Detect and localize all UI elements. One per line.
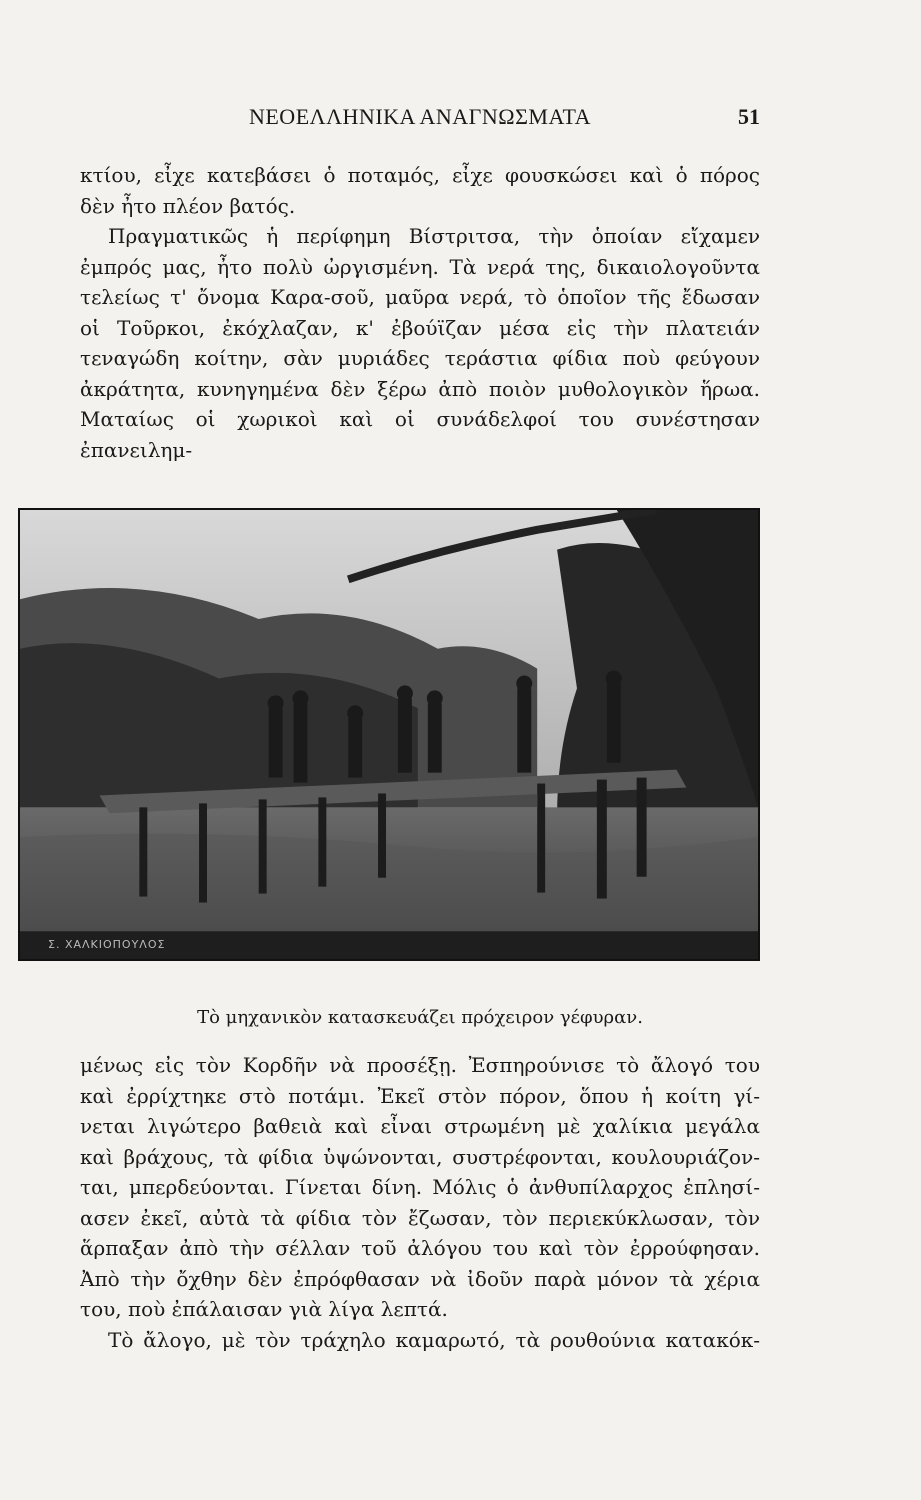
text-line: νεται λιγώτερο βαθειὰ καὶ εἶναι στρωμένη μὲ χαλίκια μεγάλα	[80, 1114, 760, 1138]
text-line: ἅρπαξαν ἀπὸ τὴν σέλλαν τοῦ ἀλόγου του καὶ τὸν ἐρρούφησαν.	[80, 1236, 760, 1260]
text-line: δὲν ἦτο πλέον βατός.	[80, 193, 296, 218]
text-line: Τὸ ἄλογο, μὲ τὸν τράχηλο καμαρωτό, τὰ ρουθούνια κατακόκ-	[108, 1327, 760, 1352]
text-line: ἐμπρός μας, ἦτο πολὺ ὠργισμένη. Τὰ νερά της, δικαιολογοῦντα	[80, 254, 760, 279]
top-paragraphs	[80, 160, 760, 465]
text-line: μένως εἰς τὸν Κορδῆν νὰ προσέξῃ. Ἐσπηρούνισε τὸ ἄλογό του	[80, 1053, 760, 1077]
text-line: ται, μπερδεύονται. Γίνεται δίνη. Μόλις ὁ ἀνθυπίλαρχος ἐπλησί-	[80, 1175, 760, 1199]
text-line: τελείως τ' ὄνομα Καρα-σοῦ, μαῦρα νερά, τὸ ὁποῖον τῆς ἔδωσαν	[80, 285, 760, 309]
photo-illustration	[20, 510, 758, 959]
running-title: ΝΕΟΕΛΛΗΝΙΚΑ ΑΝΑΓΝΩΣΜΑΤΑ	[248, 104, 592, 129]
bridge-photograph	[18, 508, 760, 961]
text-line: Ἀπὸ τὴν ὄχθην δὲν ἐπρόφθασαν νὰ ἰδοῦν παρὰ μόνον τὰ χέρια	[80, 1266, 760, 1291]
figure-caption: Τὸ μηχανικὸν κατασκευάζει πρόχειρον γέφυραν.	[197, 1007, 643, 1028]
bottom-paragraphs	[80, 1050, 760, 1355]
text-line: κτίου, εἶχε κατεβάσει ὁ ποταμός, εἶχε φουσκώσει καὶ ὁ πόρος	[80, 163, 760, 187]
photographer-signature: Σ. ΧΑΛΚΙΟΠΟΥΛΟΣ	[48, 938, 166, 951]
text-line: οἱ Τοῦρκοι, ἐκόχλαζαν, κ' ἐβούϊζαν μέσα εἰς τὴν πλατειάν τεναγώδη κοίτην, σὰν μυριάδες τεράστια φίδια ποὺ φεύγουν ἀκράτητα, κυνηγημένα δὲν ξέρω ἀπὸ ποιὸν μυθολογικὸν ἥρωα. Ματαίως οἱ χωρικοὶ καὶ οἱ συνάδελφοί του συνέστησαν ἐπανειλημ-	[80, 315, 760, 462]
text-line: Πραγματικῶς ἡ περίφημη Βίστριτσα, τὴν ὁποίαν εἴχαμεν	[108, 224, 760, 248]
text-line: ασεν ἐκεῖ, αὐτὰ τὰ φίδια τὸν ἔζωσαν, τὸν περιεκύκλωσαν, τὸν	[80, 1205, 760, 1230]
page-header	[80, 104, 760, 134]
text-line: καὶ ἐρρίχτηκε στὸ ποτάμι. Ἐκεῖ στὸν πόρον, ὅπου ἡ κοίτη γί-	[80, 1083, 760, 1108]
text-line: του, ποὺ ἐπάλαισαν γιὰ λίγα λεπτά.	[80, 1297, 448, 1321]
page-number: 51	[738, 104, 760, 129]
text-line: καὶ βράχους, τὰ φίδια ὑψώνονται, συστρέφονται, κουλουριάζον-	[80, 1144, 760, 1169]
